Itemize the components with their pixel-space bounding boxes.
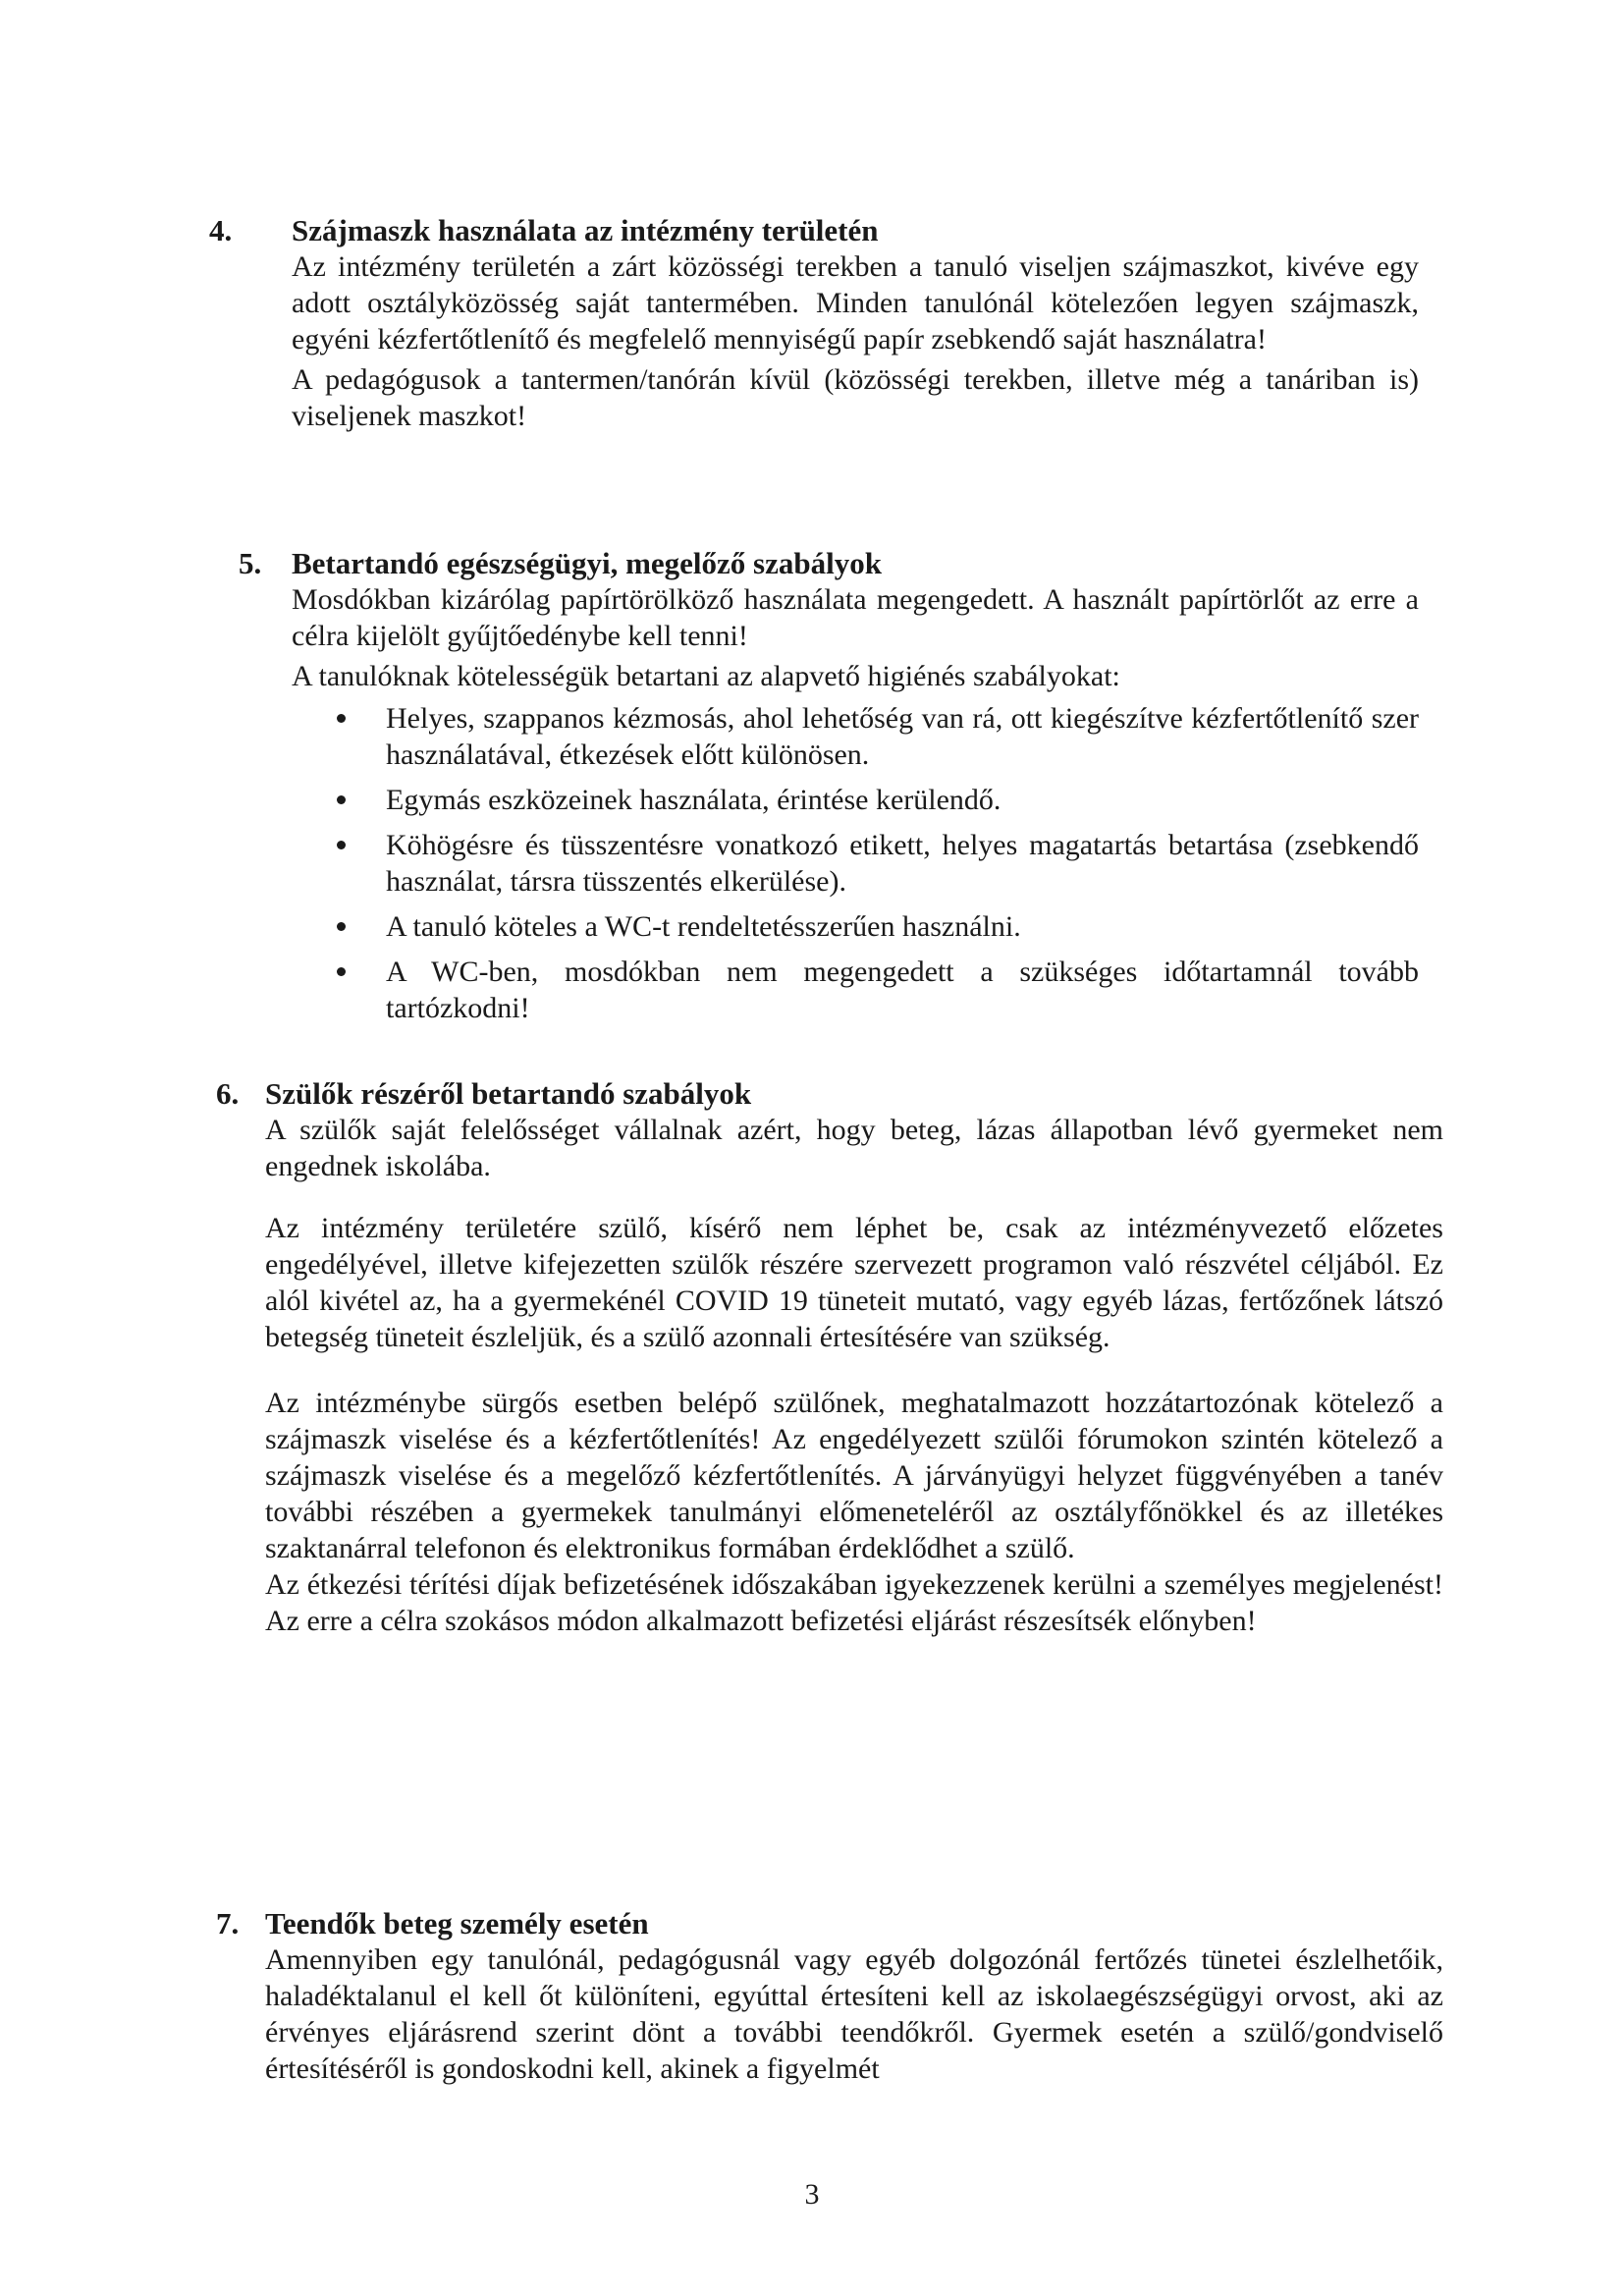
bullet-icon: [337, 967, 346, 976]
section-4-number: 4.: [209, 213, 233, 247]
page-number: 3: [804, 2178, 820, 2211]
section-7-title: Teendők beteg személy esetén: [265, 1906, 649, 1941]
section-5-paragraph: Mosdókban kizárólag papírtörölköző használata megengedett. A használt papírtörlőt az erre a célra kijelölt gyűjtőedénybe kell tenni!: [292, 583, 1419, 652]
section-7-paragraph: Amennyiben egy tanulónál, pedagógusnál vagy egyéb dolgozónál fertőzés tünetei észlelhetőik, haladéktalanul el kell őt különíteni, egyúttal értesíteni kell az iskolaegészségügyi orvost, aki az érvényes eljárásrend szerint dönt a további teendőkről. Gyermek esetén a szülő/gondviselő értesítéséről is gondoskodni kell, akinek a figyelmét: [265, 1943, 1443, 2085]
section-6: [216, 1075, 1443, 1639]
section-7: [216, 1905, 1443, 2087]
section-4: [209, 212, 1419, 434]
section-4-paragraph: A pedagógusok a tantermen/tanórán kívül (közösségi terekben, illetve még a tanáriban is) viseljenek maszkot!: [292, 363, 1419, 432]
section-5-title: Betartandó egészségügyi, megelőző szabályok: [292, 546, 882, 580]
list-item: Helyes, szappanos kézmosás, ahol lehetőség van rá, ott kiegészítve kézfertőtlenítő szer használatával, étkezések előtt különösen.: [292, 700, 1419, 773]
bullet-icon: [337, 922, 346, 931]
list-item: A WC-ben, mosdókban nem megengedett a szükséges időtartamnál tovább tartózkodni!: [292, 954, 1419, 1026]
bullet-icon: [337, 714, 346, 723]
list-item: Köhögésre és tüsszentésre vonatkozó etikett, helyes magatartás betartása (zsebkendő használat, társra tüsszentés elkerülése).: [292, 827, 1419, 900]
section-5-number: 5.: [239, 546, 262, 580]
section-7-body: [265, 1941, 1443, 2087]
section-6-paragraph: Az étkezési térítési díjak befizetésének időszakában igyekezzenek kerülni a személyes megjelenést! Az erre a célra szokásos módon alkalmazott befizetési eljárást részesítsék előnyben!: [265, 1568, 1443, 1637]
section-6-paragraph: Az intézmény területére szülő, kísérő nem léphet be, csak az intézményvezető előzetes engedélyével, illetve kifejezetten szülők részére szervezett programon való részvétel céljából. Ez alól kivétel az, ha a gyermekénél COVID 19 tüneteit mutató, vagy egyéb lázas, fertőzőnek látszó betegség tüneteit észleljük, és a szülő azonnali értesítésére van szükség.: [265, 1212, 1443, 1353]
section-6-paragraph: A szülők saját felelősséget vállalnak azért, hogy beteg, lázas állapotban lévő gyermeket nem engednek iskolába.: [265, 1114, 1443, 1182]
section-4-body: [241, 248, 1419, 434]
section-5-paragraph: A tanulóknak kötelességük betartani az alapvető higiénés szabályokat:: [292, 660, 1120, 692]
section-4-paragraph: Az intézmény területén a zárt közösségi terekben a tanuló viseljen szájmaszkot, kivéve egy adott osztályközösség saját tantermében. Minden tanulónál kötelezően legyen szájmaszk, egyéni kézfertőtlenítő és megfelelő mennyiségű papír zsebkendő saját használatra!: [292, 250, 1419, 355]
section-6-paragraph: Az intézménybe sürgős esetben belépő szülőnek, meghatalmazott hozzátartozónak kötelező a szájmaszk viselése és a kézfertőtlenítés! Az engedélyezett szülői fórumokon szintén kötelező a szájmaszk viselése és a megelőző kézfertőtlenítés. A járványügyi helyzet függvényében a tanév további részében a gyermekek tanulmányi előmeneteléről az osztályfőnökkel és az illetékes szaktanárral telefonon és elektronikus formában érdeklődhet a szülő.: [265, 1387, 1443, 1564]
section-6-number: 6.: [216, 1076, 240, 1111]
hygiene-rules-list: [292, 700, 1419, 1026]
section-5-body: [241, 581, 1419, 1026]
section-7-number: 7.: [216, 1906, 240, 1941]
bullet-icon: [337, 795, 346, 804]
section-6-title: Szülők részéről betartandó szabályok: [265, 1076, 752, 1111]
list-item: Egymás eszközeinek használata, érintése kerülendő.: [292, 782, 1419, 818]
bullet-icon: [337, 841, 346, 849]
section-6-body: [265, 1112, 1443, 1639]
list-item: A tanuló köteles a WC-t rendeltetésszerűen használni.: [292, 908, 1419, 945]
section-5: [241, 545, 1419, 1035]
section-4-title: Szájmaszk használata az intézmény területén: [292, 213, 879, 247]
